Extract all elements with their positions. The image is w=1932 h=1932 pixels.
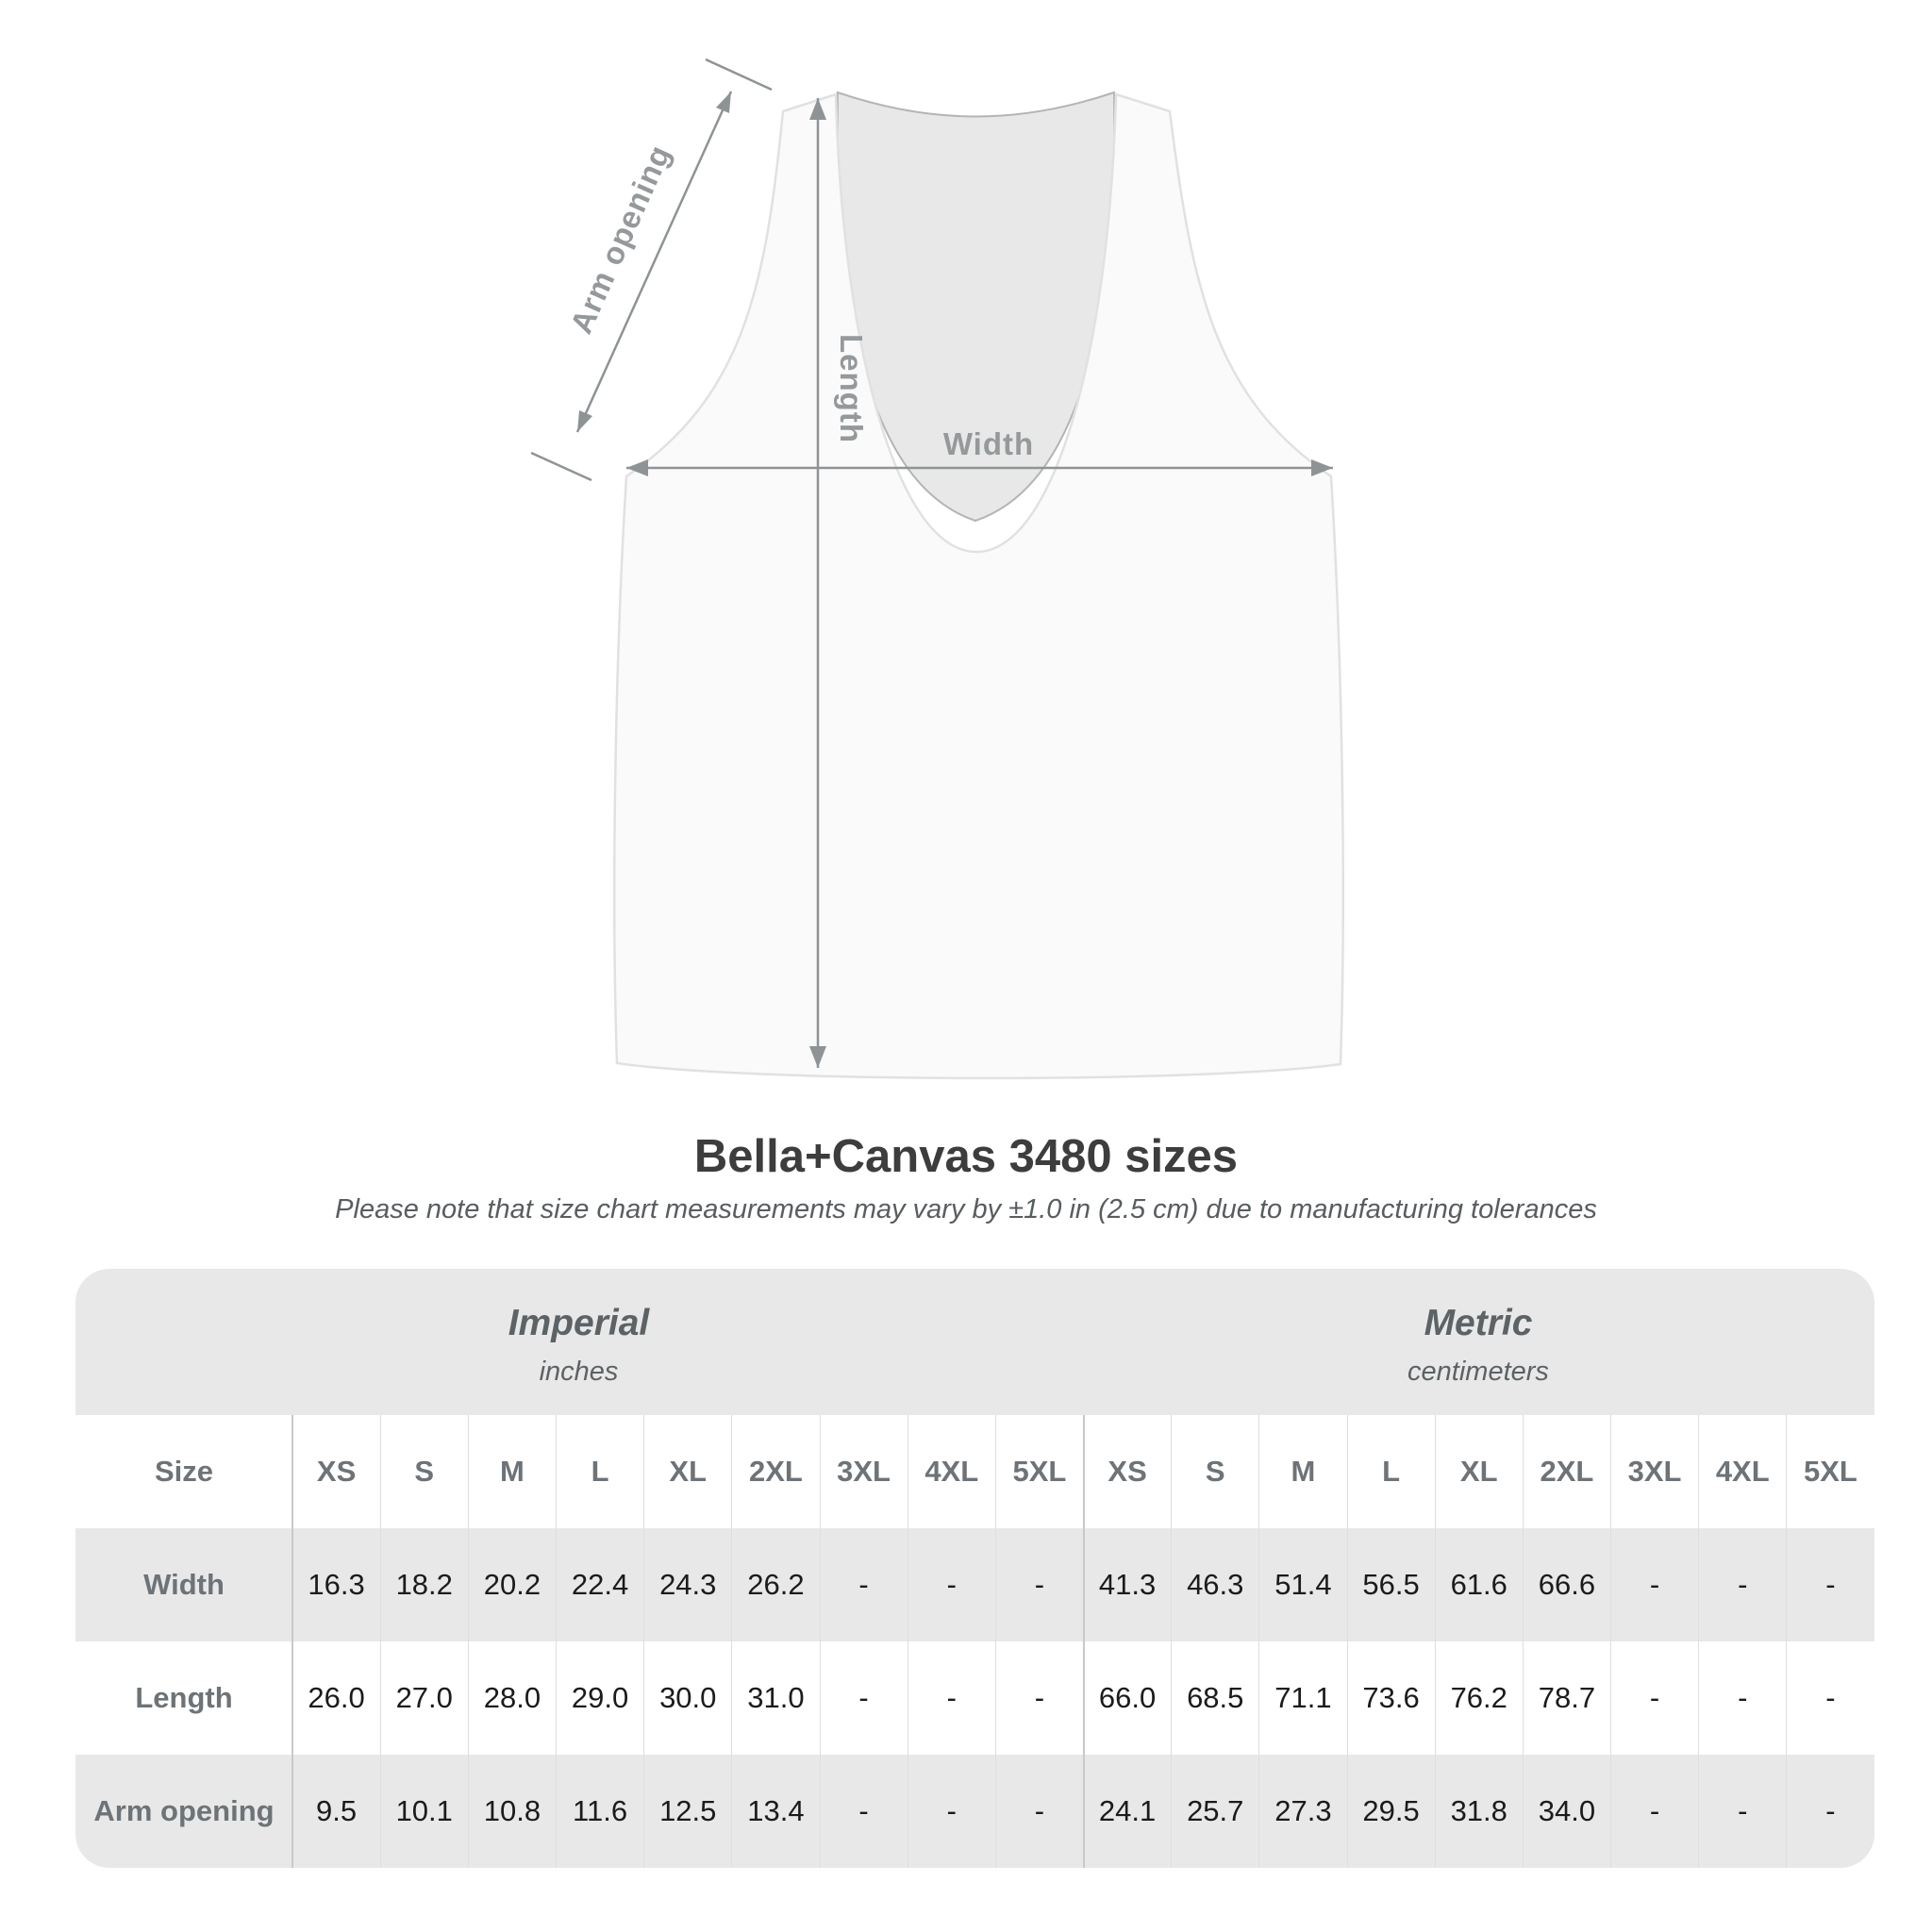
arm-opening-label: Arm opening bbox=[562, 139, 678, 339]
metric-value-cell: 24.1 bbox=[1098, 1794, 1157, 1827]
arm-opening-arrowhead-top bbox=[716, 92, 731, 113]
imperial-value-cell: - bbox=[858, 1568, 869, 1601]
metric-value-cell: 27.3 bbox=[1274, 1794, 1332, 1827]
metric-value-cell: - bbox=[1825, 1681, 1836, 1714]
metric-value-cell: - bbox=[1738, 1794, 1748, 1827]
metric-value-cell: 51.4 bbox=[1274, 1568, 1332, 1601]
imperial-value-cell: 11.6 bbox=[573, 1794, 628, 1827]
row-label: Length bbox=[135, 1681, 233, 1714]
metric-unit-label: centimeters bbox=[1407, 1356, 1549, 1387]
imperial-value-cell: 26.0 bbox=[308, 1681, 365, 1714]
size-header-label: Size bbox=[154, 1455, 214, 1488]
row-label: Arm opening bbox=[93, 1794, 275, 1827]
arm-opening-end-tick-bottom bbox=[531, 453, 591, 480]
imperial-value-cell: 9.5 bbox=[316, 1794, 358, 1827]
size-grid bbox=[75, 1415, 1874, 1868]
imperial-value-cell: 31.0 bbox=[747, 1681, 805, 1714]
imperial-size-column-header: L bbox=[591, 1455, 609, 1488]
imperial-value-cell: 10.8 bbox=[483, 1794, 541, 1827]
metric-size-column-header: M bbox=[1291, 1455, 1316, 1488]
imperial-size-column-header: S bbox=[414, 1455, 435, 1488]
metric-value-cell: 46.3 bbox=[1187, 1568, 1244, 1601]
metric-value-cell: 56.5 bbox=[1362, 1568, 1420, 1601]
imperial-value-cell: 27.0 bbox=[395, 1681, 453, 1714]
imperial-size-column-header: XS bbox=[316, 1455, 357, 1488]
imperial-value-cell: 18.2 bbox=[395, 1568, 453, 1601]
imperial-size-column-header: 3XL bbox=[837, 1455, 891, 1488]
length-label: Length bbox=[834, 334, 869, 443]
arm-opening-arrowhead-bottom bbox=[577, 410, 592, 432]
metric-value-cell: - bbox=[1738, 1568, 1748, 1601]
imperial-header bbox=[75, 1269, 1082, 1415]
unit-systems-header bbox=[75, 1269, 1874, 1415]
metric-header bbox=[1082, 1269, 1874, 1415]
metric-size-column-header: 2XL bbox=[1540, 1455, 1594, 1488]
imperial-value-cell: 26.2 bbox=[747, 1568, 805, 1601]
width-label: Width bbox=[942, 426, 1035, 461]
imperial-value-cell: - bbox=[1034, 1681, 1045, 1714]
metric-value-cell: 68.5 bbox=[1187, 1681, 1244, 1714]
arm-opening-end-tick-top bbox=[706, 59, 772, 90]
metric-size-column-header: 4XL bbox=[1715, 1455, 1770, 1488]
metric-value-cell: - bbox=[1825, 1794, 1836, 1827]
metric-label: Metric bbox=[1424, 1302, 1533, 1343]
metric-value-cell: - bbox=[1649, 1681, 1660, 1714]
page-title: Bella+Canvas 3480 sizes bbox=[693, 1131, 1239, 1182]
metric-value-cell: 66.6 bbox=[1538, 1568, 1596, 1601]
metric-value-cell: 73.6 bbox=[1362, 1681, 1420, 1714]
imperial-size-column-header: XL bbox=[669, 1455, 708, 1488]
metric-value-cell: 25.7 bbox=[1187, 1794, 1244, 1827]
tolerance-note: Please note that size chart measurements may vary by ±1.0 in (2.5 cm) due to manufacturing tolerances bbox=[335, 1194, 1597, 1224]
metric-value-cell: 66.0 bbox=[1098, 1681, 1157, 1714]
imperial-value-cell: 29.0 bbox=[571, 1681, 629, 1714]
imperial-value-cell: 13.4 bbox=[747, 1794, 805, 1827]
metric-size-column-header: L bbox=[1382, 1455, 1401, 1488]
metric-size-column-header: XS bbox=[1108, 1455, 1147, 1488]
metric-value-cell: 34.0 bbox=[1538, 1794, 1596, 1827]
metric-value-cell: - bbox=[1825, 1568, 1836, 1601]
metric-size-column-header: 5XL bbox=[1803, 1455, 1857, 1488]
row-label: Width bbox=[143, 1568, 225, 1601]
imperial-value-cell: - bbox=[1034, 1568, 1045, 1601]
size-table bbox=[75, 1269, 1874, 1868]
imperial-value-cell: 16.3 bbox=[308, 1568, 365, 1601]
imperial-value-cell: - bbox=[1034, 1794, 1045, 1827]
metric-value-cell: 31.8 bbox=[1450, 1794, 1507, 1827]
imperial-value-cell: - bbox=[858, 1794, 869, 1827]
metric-value-cell: 29.5 bbox=[1362, 1794, 1420, 1827]
metric-value-cell: - bbox=[1738, 1681, 1748, 1714]
imperial-value-cell: 28.0 bbox=[483, 1681, 541, 1714]
metric-value-cell: - bbox=[1649, 1794, 1660, 1827]
metric-value-cell: 71.1 bbox=[1274, 1681, 1332, 1714]
metric-value-cell: 41.3 bbox=[1098, 1568, 1157, 1601]
imperial-size-column-header: 4XL bbox=[924, 1455, 979, 1488]
metric-value-cell: 61.6 bbox=[1450, 1568, 1507, 1601]
metric-value-cell: - bbox=[1649, 1568, 1660, 1601]
metric-size-column-header: 3XL bbox=[1627, 1455, 1682, 1488]
metric-value-cell: 76.2 bbox=[1450, 1681, 1507, 1714]
imperial-unit-label: inches bbox=[539, 1356, 619, 1387]
imperial-size-column-header: M bbox=[499, 1455, 525, 1488]
metric-value-cell: 78.7 bbox=[1538, 1681, 1596, 1714]
imperial-value-cell: 30.0 bbox=[659, 1681, 717, 1714]
imperial-value-cell: 24.3 bbox=[659, 1568, 717, 1601]
imperial-label: Imperial bbox=[508, 1302, 650, 1343]
metric-size-column-header: XL bbox=[1459, 1455, 1498, 1488]
imperial-value-cell: 12.5 bbox=[659, 1794, 717, 1827]
imperial-value-cell: 20.2 bbox=[483, 1568, 541, 1601]
imperial-value-cell: - bbox=[858, 1681, 869, 1714]
imperial-size-column-header: 2XL bbox=[748, 1455, 803, 1488]
imperial-value-cell: - bbox=[946, 1568, 957, 1601]
imperial-value-cell: 22.4 bbox=[571, 1568, 629, 1601]
imperial-size-column-header: 5XL bbox=[1012, 1455, 1067, 1488]
imperial-value-cell: - bbox=[946, 1794, 957, 1827]
metric-size-column-header: S bbox=[1205, 1455, 1225, 1488]
imperial-value-cell: 10.1 bbox=[395, 1794, 453, 1827]
imperial-value-cell: - bbox=[946, 1681, 957, 1714]
